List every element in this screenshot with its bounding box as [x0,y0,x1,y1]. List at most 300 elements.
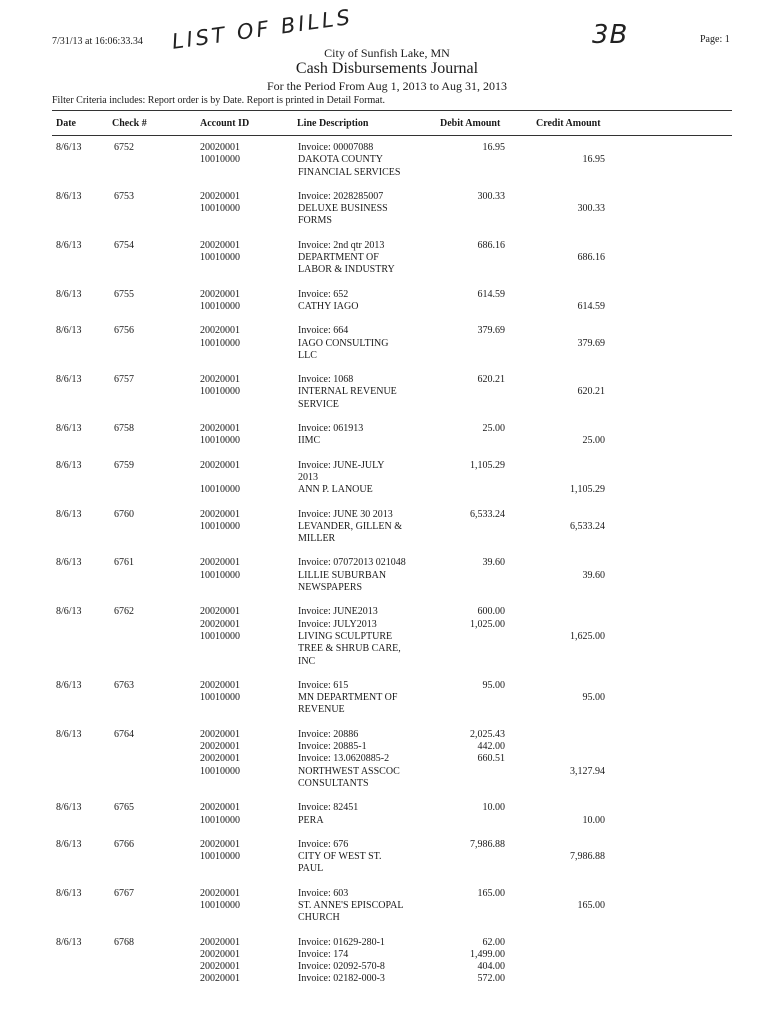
debit-amount: 1,499.00 [470,948,505,960]
line-description: Invoice: 061913 [298,423,364,435]
blank-line [420,386,505,398]
blank-line [200,643,240,655]
debit-amount: 16.95 [482,142,505,153]
blank-line [420,154,505,166]
line-descriptions [298,240,433,277]
credit-amounts [520,240,605,277]
account-id: 20020001 [200,802,240,814]
journal-entries [0,142,770,998]
account-id: 10010000 [200,814,240,826]
blank-line [520,509,605,521]
blank-line [520,839,605,851]
credit-amounts [520,374,605,411]
handwritten-code: 3B [592,20,629,50]
table-row [0,325,770,374]
account-id: 10010000 [200,435,240,447]
credit-amounts [520,729,605,790]
account-ids [200,289,240,314]
account-id: 20020001 [200,948,240,960]
debit-amounts [420,557,505,594]
line-descriptions [298,191,433,228]
line-descriptions [298,937,433,986]
blank-line [520,802,605,814]
debit-amount: 39.60 [482,557,505,569]
blank-line [520,289,605,301]
line-description: PAUL [298,863,324,875]
line-description: FINANCIAL SERVICES [298,166,401,178]
account-id: 10010000 [200,337,240,349]
blank-line [520,949,605,961]
debit-amounts [420,325,505,362]
line-description: REVENUE [298,704,345,716]
line-description: Invoice: 20885-1 [298,741,367,752]
blank-line [200,656,240,668]
credit-amount: 25.00 [582,435,605,447]
column-header-description: Line Description [297,118,369,129]
blank-line [420,252,505,264]
check-number: 6762 [114,606,134,618]
debit-amount: 165.00 [477,887,505,899]
debit-amount: 620.21 [477,374,505,386]
table-row [0,289,770,326]
check-number: 6753 [114,190,134,202]
blank-line [420,582,505,594]
blank-line [420,167,505,179]
credit-amounts [520,888,605,925]
account-id: 20020001 [200,728,240,740]
account-id: 20020001 [200,961,240,973]
debit-amounts [420,240,505,277]
account-id: 10010000 [200,520,240,532]
debit-amounts [420,606,505,667]
account-ids [200,142,240,179]
account-id: 20020001 [200,142,240,153]
entry-date: 8/6/13 [56,288,82,300]
check-number: 6766 [114,838,134,850]
line-description: Invoice: 01629-280-1 [298,936,385,948]
line-descriptions [298,888,433,925]
header-rule [52,135,732,136]
blank-line [520,423,605,435]
print-timestamp: 7/31/13 at 16:06:33.34 [52,36,143,47]
blank-line [420,301,505,313]
line-descriptions [298,729,433,790]
line-description: LLC [298,349,317,361]
table-row [0,423,770,460]
column-header-check: Check # [112,118,147,129]
debit-amount: 404.00 [477,961,505,973]
blank-line [420,704,505,716]
table-row [0,729,770,803]
debit-amount: 442.00 [477,741,505,752]
line-descriptions [298,142,433,179]
line-descriptions [298,802,433,827]
line-description: CHURCH [298,912,340,924]
line-description: DEPARTMENT OF [298,252,379,264]
line-descriptions [298,289,433,314]
debit-amounts [420,937,505,986]
debit-amounts [420,289,505,314]
blank-line [420,350,505,362]
blank-line [200,472,240,484]
table-row [0,142,770,191]
table-row [0,802,770,839]
line-description: Invoice: JULY2013 [298,618,377,630]
blank-line [420,815,505,827]
blank-line [420,264,505,276]
account-ids [200,191,240,228]
blank-line [520,704,605,716]
blank-line [420,631,505,643]
credit-amounts [520,606,605,667]
debit-amount: 10.00 [482,802,505,814]
line-descriptions [298,557,433,594]
journal-title: Cash Disbursements Journal [295,60,479,77]
account-id: 20020001 [200,973,240,985]
blank-line [420,484,505,496]
blank-line [200,215,240,227]
credit-amounts [520,191,605,228]
entry-date: 8/6/13 [56,508,82,520]
blank-line [420,570,505,582]
blank-line [200,912,240,924]
line-description: Invoice: 174 [298,948,349,960]
check-number: 6764 [114,728,134,740]
account-id: 20020001 [200,838,240,850]
line-description: Invoice: 13.0620885-2 [298,753,390,765]
blank-line [520,460,605,472]
line-descriptions [298,325,433,362]
blank-line [520,973,605,985]
entry-date: 8/6/13 [56,838,82,850]
account-id: 10010000 [200,692,240,704]
line-description: Invoice: 652 [298,288,349,300]
blank-line [520,680,605,692]
debit-amounts [420,802,505,827]
line-description: DELUXE BUSINESS [298,203,388,215]
line-description: NEWSPAPERS [298,582,363,594]
filter-criteria: Filter Criteria includes: Report order is by Date. Report is printed in Detail Format. [52,95,385,106]
check-number: 6768 [114,936,134,948]
blank-line [520,741,605,753]
account-id: 20020001 [200,288,240,300]
entry-date: 8/6/13 [56,728,82,740]
column-header-credit: Credit Amount [536,118,601,129]
blank-line [520,656,605,668]
line-description: INTERNAL REVENUE [298,386,397,398]
line-descriptions [298,839,433,876]
line-description: LABOR & INDUSTRY [298,264,395,276]
account-id: 20020001 [200,618,240,630]
account-ids [200,374,240,411]
credit-amount: 3,127.94 [570,765,605,777]
blank-line [520,325,605,337]
account-id: 20020001 [200,753,240,765]
check-number: 6756 [114,325,134,337]
debit-amount: 379.69 [477,325,505,337]
debit-amount: 25.00 [482,423,505,435]
account-id: 10010000 [200,203,240,215]
blank-line [200,350,240,362]
line-descriptions [298,680,433,717]
credit-amount: 686.16 [577,252,605,264]
account-id: 10010000 [200,252,240,264]
blank-line [420,533,505,545]
account-ids [200,888,240,925]
blank-line [520,264,605,276]
blank-line [520,215,605,227]
debit-amount: 7,986.88 [470,838,505,850]
credit-amounts [520,142,605,179]
debit-amounts [420,680,505,717]
line-description: Invoice: JUNE2013 [298,606,378,618]
entry-date: 8/6/13 [56,239,82,251]
credit-amount: 95.00 [582,692,605,704]
line-description: ST. ANNE'S EPISCOPAL [298,899,404,911]
line-description: DAKOTA COUNTY [298,154,384,166]
credit-amounts [520,680,605,717]
credit-amounts [520,839,605,876]
check-number: 6763 [114,679,134,691]
debit-amount: 1,105.29 [470,459,505,471]
blank-line [520,167,605,179]
debit-amount: 600.00 [477,606,505,618]
account-ids [200,509,240,546]
table-row [0,680,770,729]
credit-amounts [520,460,605,497]
column-header-account: Account ID [200,118,250,129]
debit-amounts [420,509,505,546]
blank-line [420,900,505,912]
line-description: Invoice: 676 [298,838,349,850]
debit-amount: 2,025.43 [470,728,505,740]
check-number: 6760 [114,508,134,520]
check-number: 6761 [114,557,134,569]
line-description: LILLIE SUBURBAN [298,569,387,581]
credit-amount: 620.21 [577,386,605,398]
column-header-date: Date [56,118,76,129]
account-ids [200,937,240,986]
debit-amounts [420,460,505,497]
blank-line [200,582,240,594]
line-description: IAGO CONSULTING [298,337,389,349]
table-row [0,557,770,606]
credit-amount: 1,625.00 [570,630,605,642]
blank-line [420,778,505,790]
line-description: NORTHWEST ASSCOC [298,765,400,777]
blank-line [520,350,605,362]
entry-date: 8/6/13 [56,374,82,386]
line-description: Invoice: 1068 [298,374,354,386]
account-ids [200,557,240,594]
credit-amounts [520,937,605,986]
account-id: 20020001 [200,325,240,337]
account-id: 20020001 [200,190,240,202]
blank-line [520,191,605,203]
line-description: Invoice: JUNE 30 2013 [298,508,393,520]
blank-line [420,766,505,778]
credit-amounts [520,802,605,827]
handwritten-title: LIST OF BILLS [170,4,355,54]
credit-amounts [520,325,605,362]
account-ids [200,802,240,827]
line-descriptions [298,606,433,667]
table-row [0,191,770,240]
blank-line [420,399,505,411]
account-id: 20020001 [200,679,240,691]
credit-amount: 7,986.88 [570,851,605,863]
debit-amount: 95.00 [482,679,505,691]
blank-line [520,399,605,411]
blank-line [520,729,605,741]
blank-line [200,399,240,411]
account-ids [200,325,240,362]
credit-amounts [520,423,605,448]
credit-amount: 300.33 [577,203,605,215]
debit-amounts [420,142,505,179]
credit-amount: 1,105.29 [570,484,605,496]
blank-line [520,606,605,618]
debit-amount: 62.00 [482,936,505,948]
line-description: FORMS [298,215,332,227]
account-ids [200,839,240,876]
blank-line [420,472,505,484]
account-id: 10010000 [200,386,240,398]
line-description: Invoice: 20886 [298,728,359,740]
blank-line [420,521,505,533]
check-number: 6757 [114,374,134,386]
line-description: Invoice: 00007088 [298,142,374,153]
blank-line [520,142,605,154]
credit-amount: 379.69 [577,337,605,349]
table-row [0,374,770,423]
table-row [0,839,770,888]
line-description: Invoice: 02182-000-3 [298,973,385,985]
line-descriptions [298,423,433,448]
line-description: Invoice: 82451 [298,802,359,814]
account-id: 20020001 [200,508,240,520]
account-id: 20020001 [200,606,240,618]
line-description: IIMC [298,435,321,447]
entry-date: 8/6/13 [56,423,82,435]
account-ids [200,423,240,448]
account-id: 10010000 [200,851,240,863]
table-row [0,606,770,680]
account-id: 20020001 [200,423,240,435]
blank-line [520,557,605,569]
credit-amounts [520,289,605,314]
blank-line [420,692,505,704]
debit-amounts [420,374,505,411]
line-description: TREE & SHRUB CARE, [298,643,401,655]
blank-line [420,863,505,875]
check-number: 6767 [114,887,134,899]
blank-line [420,203,505,215]
line-description: INC [298,655,316,667]
blank-line [420,435,505,447]
credit-amount: 10.00 [582,814,605,826]
account-id: 10010000 [200,899,240,911]
credit-amount: 165.00 [577,899,605,911]
line-descriptions [298,374,433,411]
entry-date: 8/6/13 [56,887,82,899]
line-description: CONSULTANTS [298,777,369,789]
line-description: LIVING SCULPTURE [298,630,393,642]
blank-line [420,656,505,668]
debit-amounts [420,729,505,790]
account-ids [200,729,240,790]
line-description: Invoice: 664 [298,325,349,337]
debit-amount: 614.59 [477,288,505,300]
blank-line [520,240,605,252]
report-period: For the Period From Aug 1, 2013 to Aug 31, 2013 [266,79,507,93]
blank-line [200,167,240,179]
line-description: Invoice: JUNE-JULY [298,459,385,471]
line-description: Invoice: 07072013 021048 [298,557,406,569]
debit-amount: 686.16 [477,239,505,251]
account-id: 10010000 [200,569,240,581]
debit-amount: 1,025.00 [470,618,505,630]
debit-amount: 660.51 [477,753,505,765]
blank-line [520,643,605,655]
check-number: 6758 [114,423,134,435]
blank-line [520,961,605,973]
line-description: ANN P. LANOUE [298,484,373,496]
debit-amount: 6,533.24 [470,508,505,520]
debit-amounts [420,888,505,925]
line-description: Invoice: 2nd qtr 2013 [298,239,385,251]
account-id: 20020001 [200,557,240,569]
blank-line [520,619,605,631]
account-id: 20020001 [200,887,240,899]
check-number: 6755 [114,288,134,300]
account-id: 10010000 [200,300,240,312]
entry-date: 8/6/13 [56,802,82,814]
credit-amount: 16.95 [582,154,605,166]
account-id: 10010000 [200,154,240,166]
line-description: CITY OF WEST ST. [298,851,382,863]
entry-date: 8/6/13 [56,679,82,691]
table-row [0,240,770,289]
line-description: LEVANDER, GILLEN & [298,520,402,532]
blank-line [520,863,605,875]
account-id: 10010000 [200,765,240,777]
blank-line [520,582,605,594]
table-row [0,937,770,998]
line-descriptions [298,509,433,546]
credit-amount: 39.60 [582,569,605,581]
check-number: 6754 [114,239,134,251]
blank-line [200,863,240,875]
entry-date: 8/6/13 [56,459,82,471]
organization-name: City of Sunfish Lake, MN [324,46,450,60]
line-description: Invoice: 603 [298,887,349,899]
line-description: 2013 [298,471,318,483]
line-description: CATHY IAGO [298,300,359,312]
credit-amount: 614.59 [577,300,605,312]
line-descriptions [298,460,433,497]
entry-date: 8/6/13 [56,606,82,618]
credit-amounts [520,557,605,594]
blank-line [520,533,605,545]
line-description: MN DEPARTMENT OF [298,692,398,704]
account-ids [200,240,240,277]
credit-amount: 6,533.24 [570,520,605,532]
entry-date: 8/6/13 [56,557,82,569]
debit-amounts [420,423,505,448]
account-id: 20020001 [200,459,240,471]
account-ids [200,606,240,667]
